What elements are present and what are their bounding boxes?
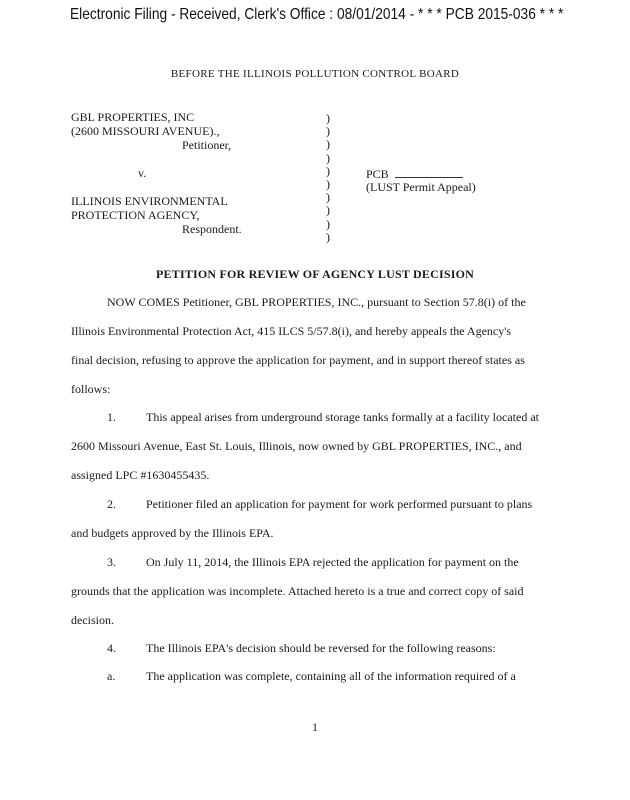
paragraph-line: Petitioner filed an application for payment for work performed pursuant to plans	[146, 497, 533, 511]
caption-paren: )	[326, 216, 330, 231]
paragraph-number: 2.	[107, 497, 116, 511]
electronic-filing-stamp: Electronic Filing - Received, Clerk's Office : 08/01/2014 - * * * PCB 2015-036 * * *	[70, 6, 564, 23]
caption-paren: )	[326, 190, 330, 205]
petitioner-address: (2600 MISSOURI AVENUE).,	[71, 124, 220, 138]
paragraph-line: On July 11, 2014, the Illinois EPA rejected the application for payment on the	[146, 555, 519, 569]
paragraph-line: decision.	[71, 613, 114, 627]
paragraph-line: The application was complete, containing all of the information required of a	[146, 669, 516, 683]
respondent-line-1: ILLINOIS ENVIRONMENTAL	[71, 194, 228, 208]
intro-line: follows:	[71, 382, 111, 396]
paragraph-line: grounds that the application was incomplete. Attached hereto is a true and correct copy of said	[71, 584, 524, 598]
paragraph-line: The Illinois EPA's decision should be reversed for the following reasons:	[146, 641, 496, 655]
respondent-line-2: PROTECTION AGENCY,	[71, 208, 200, 222]
paragraph-line: and budgets approved by the Illinois EPA.	[71, 526, 274, 540]
caption-parentheses	[326, 112, 330, 244]
case-type: (LUST Permit Appeal)	[366, 180, 476, 194]
page-number: 1	[312, 720, 318, 734]
board-title: BEFORE THE ILLINOIS POLLUTION CONTROL BOARD	[170, 68, 460, 80]
intro-line: NOW COMES Petitioner, GBL PROPERTIES, INC., pursuant to Section 57.8(i) of the	[107, 295, 526, 309]
caption-paren: )	[326, 163, 330, 178]
caption-paren: )	[326, 203, 330, 218]
respondent-role: Respondent.	[182, 222, 242, 236]
paragraph-line: 2600 Missouri Avenue, East St. Louis, Illinois, now owned by GBL PROPERTIES, INC., and	[71, 439, 522, 453]
versus: v.	[138, 166, 147, 180]
petitioner-role: Petitioner,	[182, 138, 232, 152]
case-number-blank	[395, 167, 463, 178]
petition-heading: PETITION FOR REVIEW OF AGENCY LUST DECISION	[156, 267, 474, 281]
caption-paren: )	[326, 150, 330, 165]
intro-line: final decision, refusing to approve the application for payment, and in support thereof states as	[71, 353, 525, 367]
caption-paren: )	[326, 111, 330, 125]
paragraph-number: a.	[107, 669, 116, 683]
petitioner-name: GBL PROPERTIES, INC	[71, 110, 195, 124]
caption-paren: )	[326, 137, 330, 152]
caption-paren: )	[326, 124, 330, 139]
case-label: PCB	[366, 167, 389, 181]
caption-paren: )	[326, 177, 330, 192]
intro-line: Illinois Environmental Protection Act, 415 ILCS 5/57.8(i), and hereby appeals the Agency's	[71, 324, 512, 338]
paragraph-number: 4.	[107, 641, 116, 655]
paragraph-number: 3.	[107, 555, 116, 569]
paragraph-number: 1.	[107, 410, 116, 424]
case-number	[366, 167, 463, 181]
caption-paren: )	[326, 229, 330, 244]
paragraph-line: assigned LPC #1630455435.	[71, 468, 210, 482]
paragraph-line: This appeal arises from underground storage tanks formally at a facility located at	[146, 410, 539, 424]
